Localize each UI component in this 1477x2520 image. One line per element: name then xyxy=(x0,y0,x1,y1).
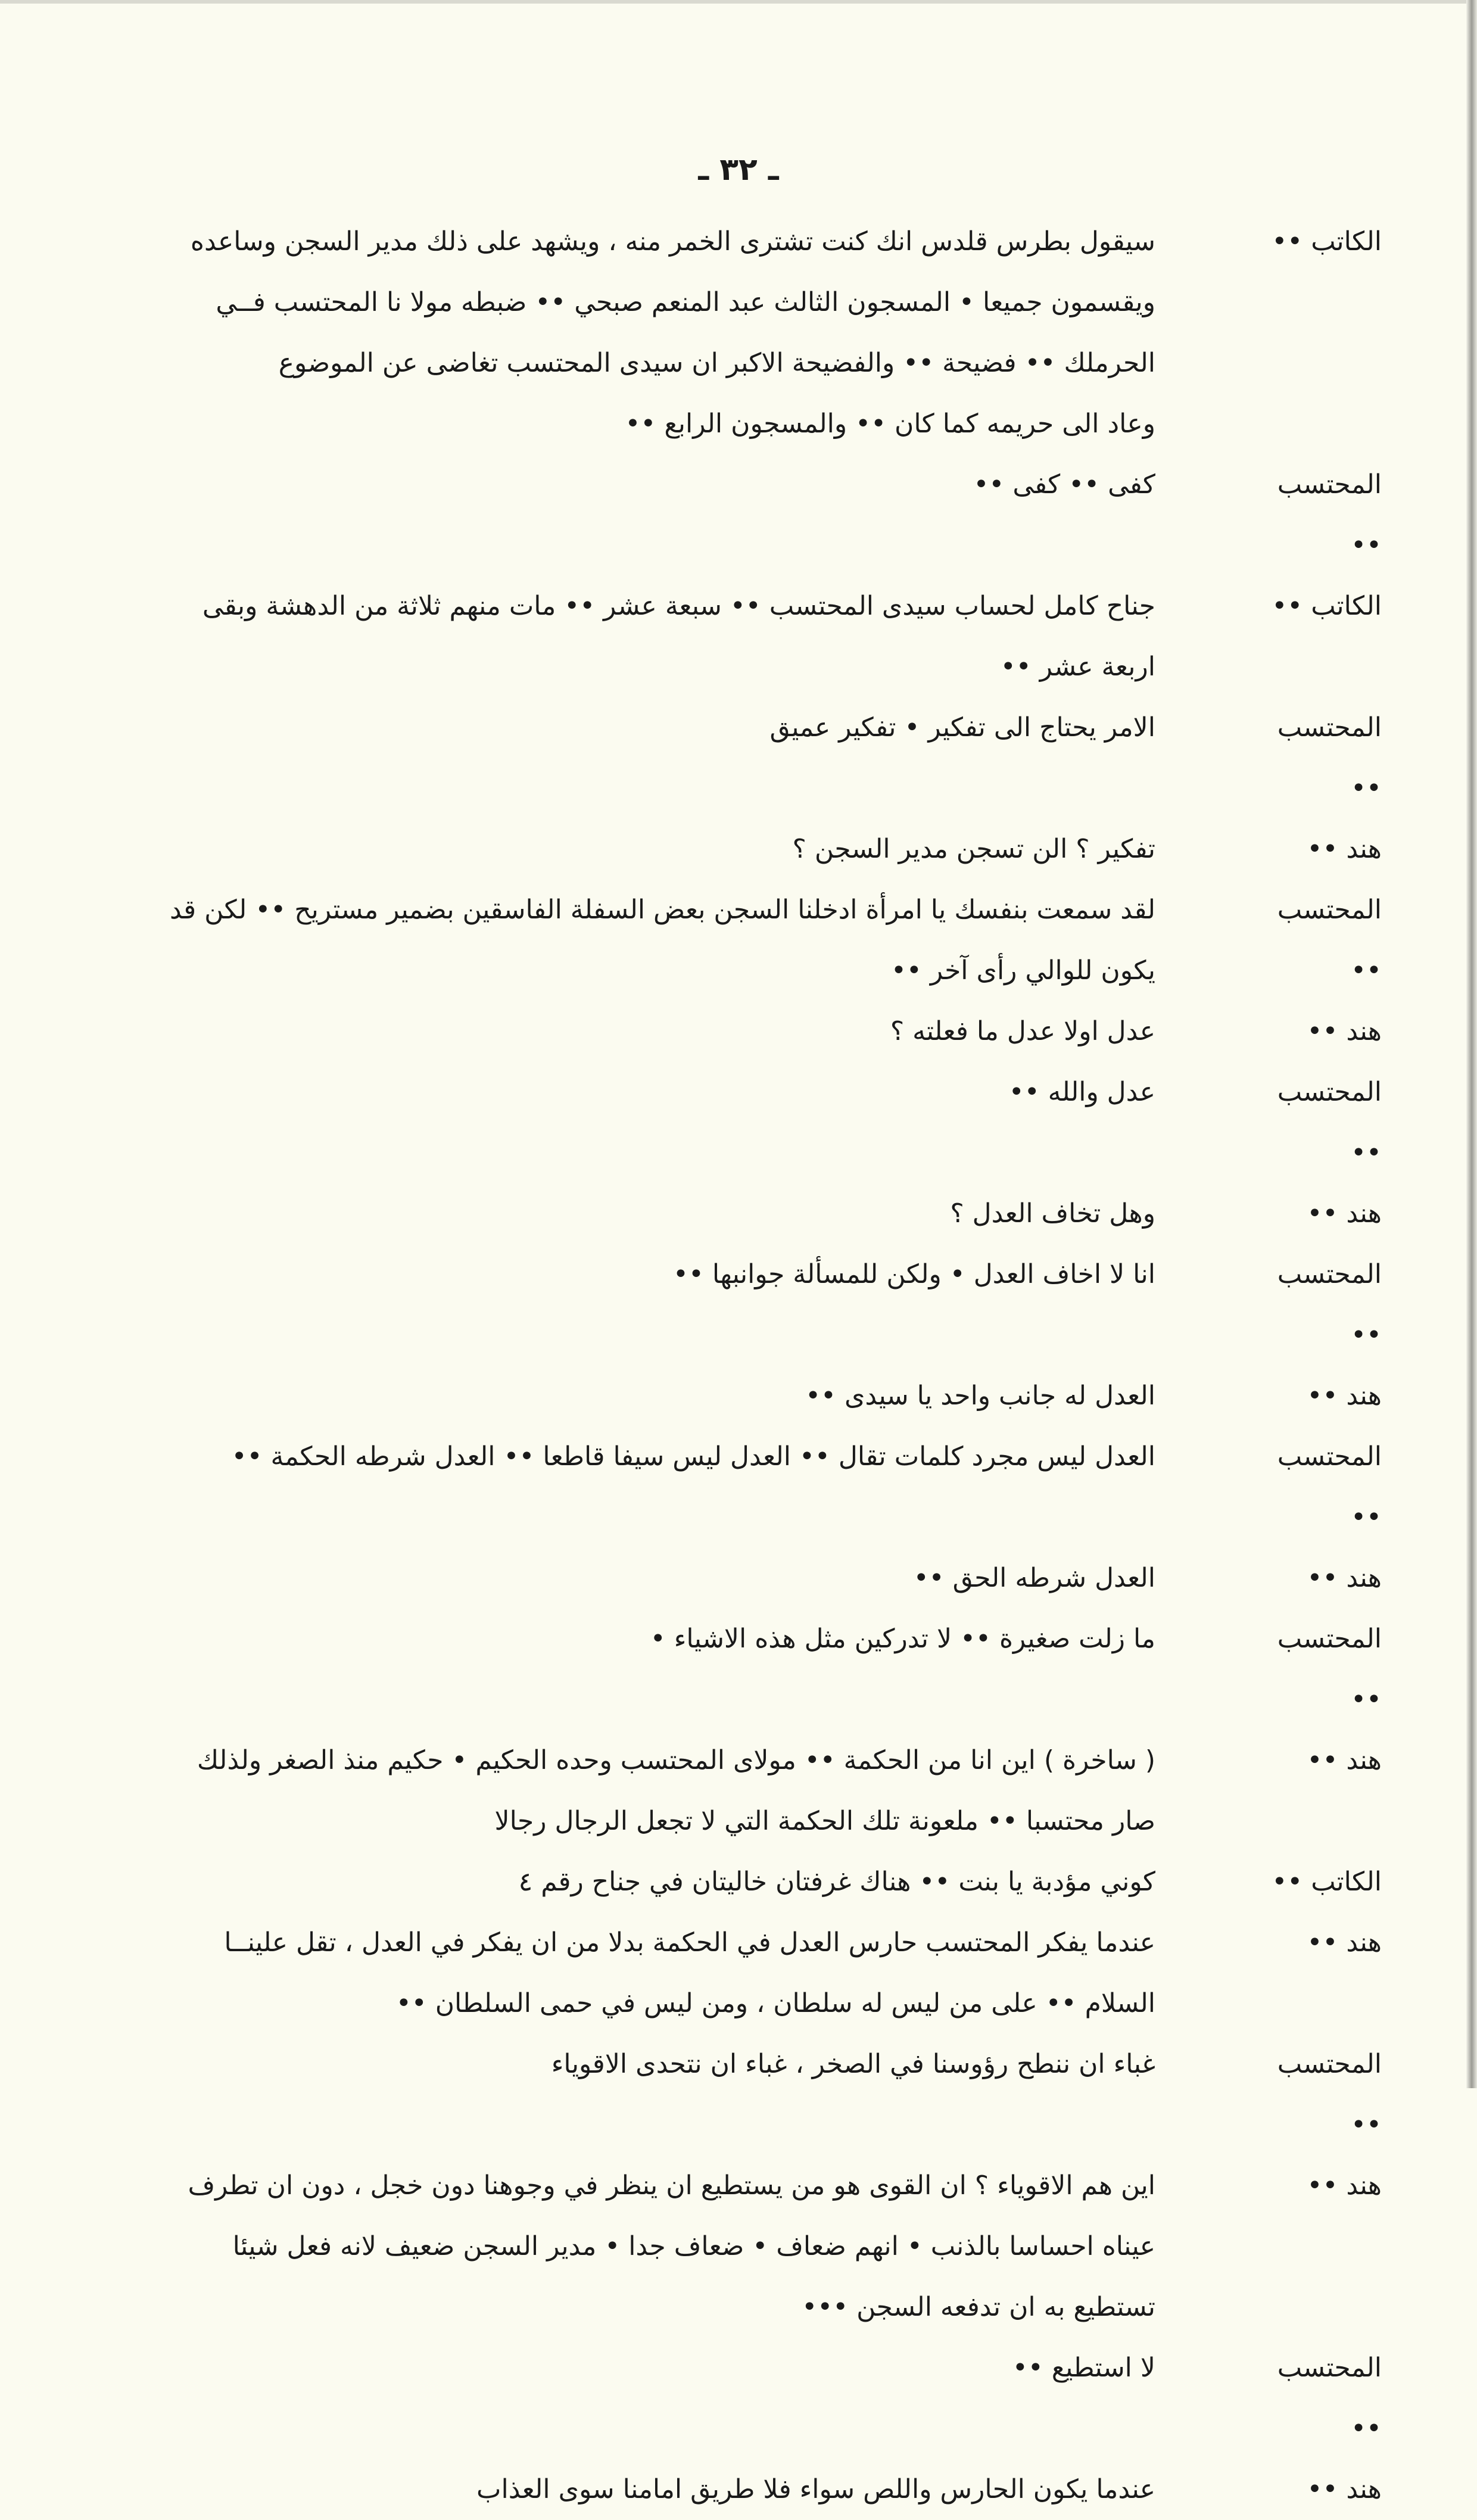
scan-edge-top xyxy=(0,0,1477,4)
speaker-name: هند •• xyxy=(1307,1563,1382,1593)
speech-line: غباء ان ننطح رؤوسنا في الصخر ، غباء ان نتحدى الاقوياء xyxy=(551,2049,1155,2079)
speaker-name: المحتسب •• xyxy=(1277,1441,1382,1532)
speaker-name: هند •• xyxy=(1307,2170,1382,2201)
dialogue-entry xyxy=(89,1912,1388,2034)
dialogue-entry xyxy=(89,1730,1388,1852)
dialogue-entry xyxy=(89,697,1388,819)
speech-text xyxy=(89,454,1155,515)
dialogue-entry xyxy=(89,1426,1388,1548)
speech-line: السلام •• على من ليس له سلطان ، ومن ليس في حمى السلطان •• xyxy=(395,1988,1155,2019)
speaker-name: هند •• xyxy=(1307,2474,1382,2505)
dialogue-entry xyxy=(89,1609,1388,1730)
speech-line: الامر يحتاج الى تفكير • تفكير عميق xyxy=(769,712,1155,743)
speech-text xyxy=(89,1609,1155,1669)
speaker-name: المحتسب •• xyxy=(1277,1259,1382,1350)
speech-line: عدل والله •• xyxy=(1008,1077,1155,1107)
speech-line: لا استطيع •• xyxy=(1012,2353,1155,2383)
dialogue-entry xyxy=(89,1852,1388,1912)
speaker-name: هند •• xyxy=(1307,1381,1382,1411)
speech-line: تفكير ؟ الن تسجن مدير السجن ؟ xyxy=(792,834,1155,864)
speech-text xyxy=(89,2459,1155,2520)
speech-text xyxy=(89,880,1155,1001)
speech-line: لقد سمعت بنفسك يا امرأة ادخلنا السجن بعض السفلة الفاسقين بضمير مستريح •• لكن قد xyxy=(170,895,1155,925)
speech-text xyxy=(89,1001,1155,1062)
speaker-name: الكاتب •• xyxy=(1272,1867,1382,1897)
speech-line: العدل ليس مجرد كلمات تقال •• العدل ليس سيفا قاطعا •• العدل شرطه الحكمة •• xyxy=(231,1441,1155,1472)
dialogue-entry xyxy=(89,1548,1388,1609)
dialogue-entry xyxy=(89,2459,1388,2520)
speech-text xyxy=(89,1852,1155,1912)
speech-line: كفى •• كفى •• xyxy=(973,469,1155,500)
speech-line: سيقول بطرس قلدس انك كنت تشترى الخمر منه ، ويشهد على ذلك مدير السجن وساعده xyxy=(190,226,1155,257)
speech-text xyxy=(89,576,1155,697)
speaker-name: هند •• xyxy=(1307,1198,1382,1229)
speech-text xyxy=(89,1912,1155,2034)
speech-line: وعاد الى حريمه كما كان •• والمسجون الرابع •• xyxy=(625,409,1155,439)
speech-text xyxy=(89,819,1155,880)
speech-line: كوني مؤدبة يا بنت •• هناك غرفتان خاليتان في جناح رقم ٤ xyxy=(518,1867,1155,1897)
speaker-name: هند •• xyxy=(1307,1016,1382,1046)
speaker-name: هند •• xyxy=(1307,834,1382,864)
speech-line: العدل له جانب واحد يا سيدى •• xyxy=(805,1381,1155,1411)
speech-line: وهل تخاف العدل ؟ xyxy=(950,1198,1155,1229)
speaker-name: المحتسب •• xyxy=(1277,895,1382,986)
speech-line: اربعة عشر •• xyxy=(1000,652,1155,682)
speech-text xyxy=(89,1062,1155,1123)
speech-line: تستطيع به ان تدفعه السجن ••• xyxy=(802,2292,1155,2322)
speech-text xyxy=(89,1426,1155,1487)
speaker-name: هند •• xyxy=(1307,1745,1382,1775)
script-body xyxy=(89,211,1388,2520)
dialogue-entry xyxy=(89,2034,1388,2155)
speech-line: عيناه احساسا بالذنب • انهم ضعاف • ضعاف جدا • مدير السجن ضعيف لانه فعل شيئا xyxy=(232,2231,1155,2262)
speech-line: عندما يكون الحارس واللص سواء فلا طريق امامنا سوى العذاب xyxy=(476,2474,1155,2505)
dialogue-entry xyxy=(89,1183,1388,1244)
dialogue-entry xyxy=(89,211,1388,454)
dialogue-entry xyxy=(89,2155,1388,2338)
speech-line: اين هم الاقوياء ؟ ان القوى هو من يستطيع ان ينظر في وجوهنا دون خجل ، دون ان تطرف xyxy=(188,2170,1155,2201)
dialogue-entry xyxy=(89,576,1388,697)
speaker-name: هند •• xyxy=(1307,1927,1382,1958)
speech-line: يكون للوالي رأى آخر •• xyxy=(890,955,1155,986)
dialogue-entry xyxy=(89,1244,1388,1366)
dialogue-entry xyxy=(89,2338,1388,2459)
speech-text xyxy=(89,2338,1155,2398)
speech-line: انا لا اخاف العدل • ولكن للمسألة جوانبها •• xyxy=(673,1259,1155,1289)
speech-text xyxy=(89,697,1155,758)
speaker-name: المحتسب •• xyxy=(1277,1077,1382,1168)
speaker-name: الكاتب •• xyxy=(1272,591,1382,621)
dialogue-entry xyxy=(89,454,1388,576)
speech-line: الحرملك •• فضيحة •• والفضيحة الاكبر ان سيدى المحتسب تغاضى عن الموضوع xyxy=(278,348,1155,378)
speech-text xyxy=(89,1244,1155,1305)
speech-text xyxy=(89,2034,1155,2095)
speaker-name: المحتسب •• xyxy=(1277,469,1382,560)
speech-text xyxy=(89,1183,1155,1244)
dialogue-entry xyxy=(89,880,1388,1001)
speech-text xyxy=(89,1366,1155,1426)
speech-line: ( ساخرة ) اين انا من الحكمة •• مولاى المحتسب وحده الحكيم • حكيم منذ الصغر ولذلك xyxy=(197,1745,1155,1775)
speech-text xyxy=(89,211,1155,454)
dialogue-entry xyxy=(89,819,1388,880)
page-number: ـ ٣٢ ـ xyxy=(698,152,779,188)
speech-line: العدل شرطه الحق •• xyxy=(913,1563,1155,1593)
speech-line: جناح كامل لحساب سيدى المحتسب •• سبعة عشر •• مات منهم ثلاثة من الدهشة وبقى xyxy=(202,591,1155,621)
speech-line: صار محتسبا •• ملعونة تلك الحكمة التي لا تجعل الرجال رجالا xyxy=(494,1806,1155,1836)
dialogue-entry xyxy=(89,1366,1388,1426)
speech-text xyxy=(89,2155,1155,2338)
speech-line: ويقسمون جميعا • المسجون الثالث عبد المنعم صبحي •• ضبطه مولا نا المحتسب فــي xyxy=(216,287,1155,317)
speech-line: ما زلت صغيرة •• لا تدركين مثل هذه الاشياء • xyxy=(650,1624,1155,1654)
speech-text xyxy=(89,1548,1155,1609)
speaker-name: المحتسب •• xyxy=(1277,1624,1382,1715)
scan-edge-right xyxy=(1466,0,1477,2088)
speaker-name: المحتسب •• xyxy=(1277,712,1382,803)
dialogue-entry xyxy=(89,1001,1388,1062)
speech-line: عدل اولا عدل ما فعلته ؟ xyxy=(890,1016,1155,1046)
speaker-name: الكاتب •• xyxy=(1272,226,1382,257)
speaker-name: المحتسب •• xyxy=(1277,2049,1382,2140)
speech-text xyxy=(89,1730,1155,1852)
speaker-name: المحتسب •• xyxy=(1277,2353,1382,2444)
speech-line: عندما يفكر المحتسب حارس العدل في الحكمة بدلا من ان يفكر في العدل ، تقل علينــا xyxy=(224,1927,1155,1958)
dialogue-entry xyxy=(89,1062,1388,1183)
